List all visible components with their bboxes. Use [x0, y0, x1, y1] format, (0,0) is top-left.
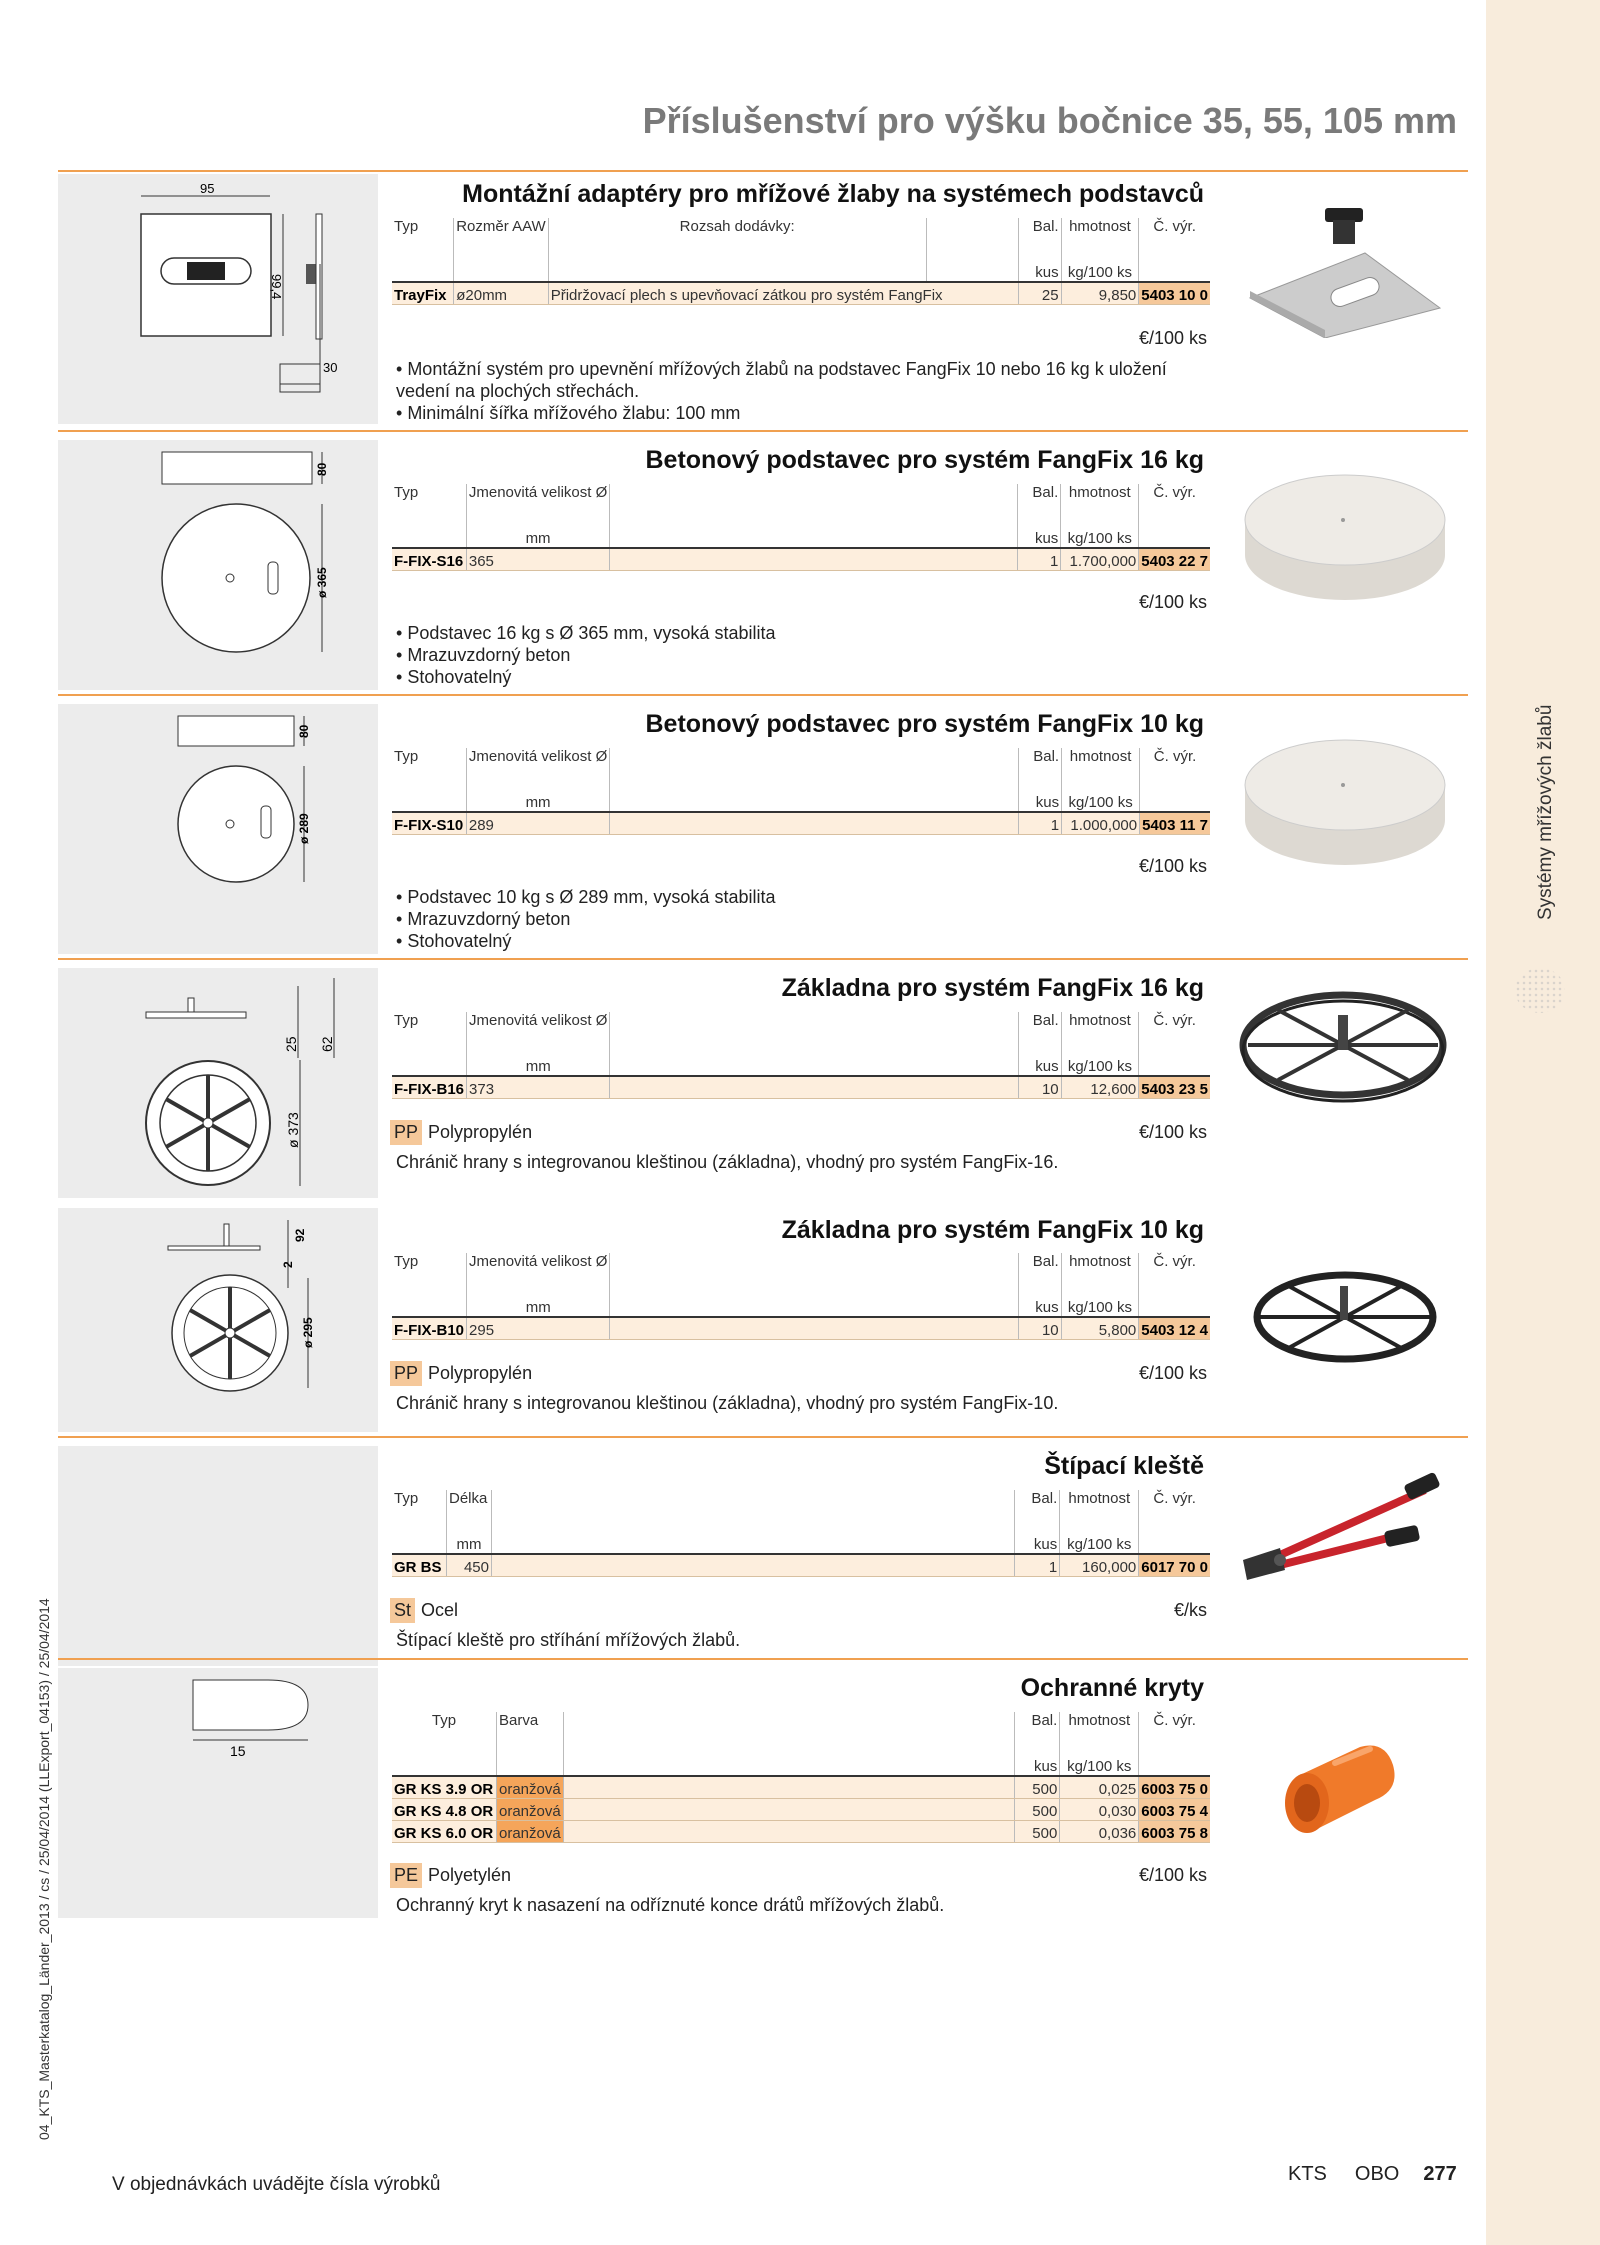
material: PP Polypropylén [390, 1120, 532, 1145]
price-unit: €/100 ks [1138, 328, 1207, 348]
footer-brand: KTS OBO 277 [1288, 2163, 1457, 2185]
svg-text:ø 295: ø 295 [301, 1317, 315, 1348]
svg-text:92: 92 [293, 1228, 307, 1242]
table-row: GR KS 3.9 OR oranžová 500 0,025 6003 75 0 [392, 1776, 1210, 1799]
description: Chránič hrany s integrovanou kleštinou (základna), vhodný pro systém FangFix-10. [396, 1393, 1059, 1413]
bullet-list: • Podstavec 16 kg s Ø 365 mm, vysoká stabilita • Mrazuvzdorný beton • Stohovatelný [396, 623, 776, 687]
svg-text:25: 25 [283, 1036, 299, 1052]
svg-text:99,4: 99,4 [269, 274, 284, 300]
price-unit: €/100 ks [1138, 856, 1207, 876]
table-row: F-FIX-S10 289 1 1.000,000 5403 11 7 [392, 812, 1210, 835]
drawing-s10 [58, 704, 378, 954]
page-title: Příslušenství pro výšku bočnice 35, 55, 105 mm [642, 100, 1457, 141]
svg-text:ø 289: ø 289 [297, 813, 311, 844]
product-photo-b16 [1238, 985, 1448, 1115]
side-tab-bar [1486, 0, 1600, 2245]
svg-text:ø 365: ø 365 [315, 567, 329, 598]
price-unit: €/100 ks [1138, 1865, 1207, 1885]
section-title-grks: Ochranné kryty [1020, 1674, 1204, 1702]
table-row: F-FIX-S16 365 1 1.700,000 5403 22 7 [392, 548, 1210, 571]
svg-text:15: 15 [230, 1743, 246, 1759]
product-photo-s16 [1240, 460, 1450, 610]
svg-text:95: 95 [200, 181, 215, 196]
description: Štípací kleště pro stříhání mřížových žlabů. [396, 1630, 741, 1650]
spec-table-grks: Typ Barva Bal. hmotnost Č. výr. kus kg/100 ks GR KS 3.9 OR oranžová 500 0,025 6003 75 0 GR KS 4.8 OR oranžová 500 0,030 6003 75 4 GR KS 6.0 OR oranžová 500 0,036 6003 75 8 [394, 1712, 1208, 1842]
drawing-b16 [58, 968, 378, 1198]
drawing-b10 [58, 1208, 378, 1432]
svg-text:2: 2 [281, 1261, 295, 1268]
section-title-b16: Základna pro systém FangFix 16 kg [781, 974, 1204, 1002]
spec-table-s16: Typ Jmenovitá velikost Ø Bal. hmotnost Č. výr. mm kus kg/100 ks F-FIX-S16 365 1 1.700,000 5403 22 7 [394, 484, 1208, 570]
table-row: GR KS 6.0 OR oranžová 500 0,036 6003 75 8 [392, 1821, 1210, 1843]
spec-table-grbs: Typ Délka Bal. hmotnost Č. výr. mm kus kg/100 ks GR BS 450 1 160,000 6017 70 0 [394, 1490, 1208, 1576]
bullet-list: • Montážní systém pro upevnění mřížových žlabů na podstavec FangFix 10 nebo 16 kg k uložení vedení na plochých střechách. • Minimální šířka mřížového žlabu: 100 mm [396, 359, 1167, 423]
table-row: F-FIX-B16 373 10 12,600 5403 23 5 [392, 1076, 1210, 1099]
table-row: TrayFix ø20mm Přidržovací plech s upevňovací zátkou pro systém FangFix 25 9,850 5403 10 0 [392, 282, 1210, 305]
drawing-grbs [58, 1446, 378, 1666]
section-title-s10: Betonový podstavec pro systém FangFix 10 kg [645, 710, 1204, 738]
svg-text:62: 62 [319, 1036, 335, 1052]
price-unit: €/100 ks [1138, 592, 1207, 612]
section-title-trayfix: Montážní adaptéry pro mřížové žlaby na systémech podstavců [462, 180, 1204, 208]
description: Ochranný kryt k nasazení na odříznuté konce drátů mřížových žlabů. [396, 1895, 945, 1915]
table-row: F-FIX-B10 295 10 5,800 5403 12 4 [392, 1317, 1210, 1340]
footer-note: V objednávkách uvádějte čísla výrobků [112, 2174, 441, 2195]
material: PE Polyetylén [390, 1863, 511, 1888]
bullet-list: • Podstavec 10 kg s Ø 289 mm, vysoká stabilita • Mrazuvzdorný beton • Stohovatelný [396, 887, 776, 951]
table-row: GR KS 4.8 OR oranžová 500 0,030 6003 75 4 [392, 1799, 1210, 1821]
section-title-b10: Základna pro systém FangFix 10 kg [781, 1216, 1204, 1244]
price-unit: €/100 ks [1138, 1122, 1207, 1142]
section-divider [58, 1658, 1468, 1660]
price-unit: €/100 ks [1138, 1363, 1207, 1383]
spec-table-b10: Typ Jmenovitá velikost Ø Bal. hmotnost Č. výr. mm kus kg/100 ks F-FIX-B10 295 10 5,800 5403 12 4 [394, 1253, 1208, 1339]
product-photo-grbs [1235, 1460, 1450, 1600]
section-divider [58, 694, 1468, 696]
section-divider [58, 170, 1468, 172]
svg-text:ø 373: ø 373 [285, 1112, 301, 1148]
svg-text:30: 30 [323, 360, 338, 375]
svg-text:80: 80 [315, 462, 329, 476]
section-divider [58, 958, 1468, 960]
decorative-dots [1515, 968, 1565, 1013]
description: Chránič hrany s integrovanou kleštinou (základna), vhodný pro systém FangFix-16. [396, 1152, 1059, 1172]
drawing-grks [58, 1668, 378, 1918]
page-number: 277 [1423, 2163, 1457, 2185]
table-row: GR BS 450 1 160,000 6017 70 0 [392, 1554, 1210, 1577]
material: PP Polypropylén [390, 1361, 532, 1386]
section-divider [58, 1436, 1468, 1438]
product-photo-b10 [1250, 1262, 1440, 1372]
product-photo-s10 [1240, 725, 1450, 875]
product-photo-trayfix [1245, 198, 1445, 338]
price-unit: €/ks [1173, 1600, 1207, 1620]
drawing-trayfix [58, 174, 378, 424]
section-title-grbs: Štípací kleště [1044, 1452, 1204, 1480]
material: St Ocel [390, 1598, 458, 1623]
section-title-s16: Betonový podstavec pro systém FangFix 16 kg [645, 446, 1204, 474]
product-photo-grks [1275, 1735, 1415, 1845]
spec-table-s10: Typ Jmenovitá velikost Ø Bal. hmotnost Č. výr. mm kus kg/100 ks F-FIX-S10 289 1 1.000,000 5403 11 7 [394, 748, 1208, 834]
spec-table-b16: Typ Jmenovitá velikost Ø Bal. hmotnost Č. výr. mm kus kg/100 ks F-FIX-B16 373 10 12,600 5403 23 5 [394, 1012, 1208, 1098]
drawing-s16 [58, 440, 378, 690]
section-divider [58, 430, 1468, 432]
spec-table-trayfix: Typ Rozměr AAW Rozsah dodávky: Bal. hmotnost Č. výr. kus kg/100 ks TrayFix ø20mm Přidržovací plech s upevňovací zátkou pro systém FangFix 25 9,850 5403 10 0 [394, 218, 1208, 304]
svg-text:80: 80 [297, 724, 311, 738]
